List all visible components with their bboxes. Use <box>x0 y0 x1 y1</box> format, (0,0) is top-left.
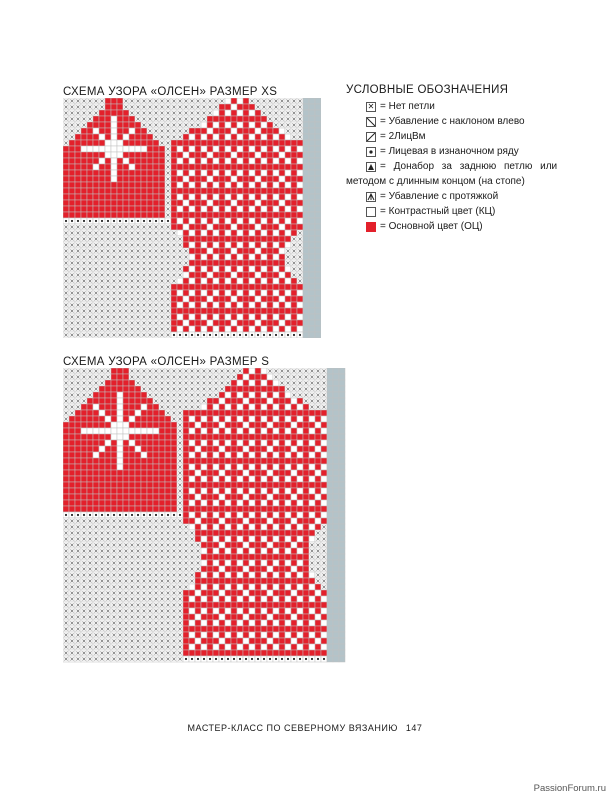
backslash-icon <box>366 117 376 127</box>
legend-item-left-decrease: = Убавление с наклоном влево <box>366 116 525 127</box>
legend-title: УСЛОВНЫЕ ОБОЗНАЧЕНИЯ <box>346 84 509 96</box>
legend-item-cast-on-cont: методом с длинным концом (на стопе) <box>346 176 525 187</box>
chart-xs <box>63 98 321 338</box>
footer-text: МАСТЕР-КЛАСС ПО СЕВЕРНОМУ ВЯЗАНИЮ <box>187 723 398 733</box>
page-footer <box>0 723 610 733</box>
legend-item-sk2p: = Убавление с протяжкой <box>366 191 498 202</box>
dot-icon <box>366 147 376 157</box>
chart-title-xs: СХЕМА УЗОРА «ОЛСЕН» РАЗМЕР XS <box>63 86 278 98</box>
watermark: PassionForum.ru <box>533 783 606 794</box>
chart-s <box>63 368 348 664</box>
legend-item-no-stitch: ✕ = Нет петли <box>367 101 435 112</box>
x-icon: ✕ <box>367 101 375 111</box>
legend-item-main: = Основной цвет (ОЦ) <box>366 221 483 232</box>
caret-icon <box>366 192 376 202</box>
slash-icon <box>366 132 376 142</box>
page-number: 147 <box>405 723 423 733</box>
legend-item-contrast: = Контрастный цвет (КЦ) <box>366 206 495 217</box>
chart-title-s: СХЕМА УЗОРА «ОЛСЕН» РАЗМЕР S <box>63 356 270 368</box>
white-square-icon <box>366 207 376 217</box>
legend-item-k2tog: = 2ЛицВм <box>366 131 426 142</box>
legend-item-cast-on: = Донабор за заднюю петлю или <box>366 161 557 172</box>
legend-item-purl-knit: = Лицевая в изнаночном ряду <box>366 146 519 157</box>
red-square-icon <box>366 222 376 232</box>
triangle-icon <box>366 162 376 172</box>
